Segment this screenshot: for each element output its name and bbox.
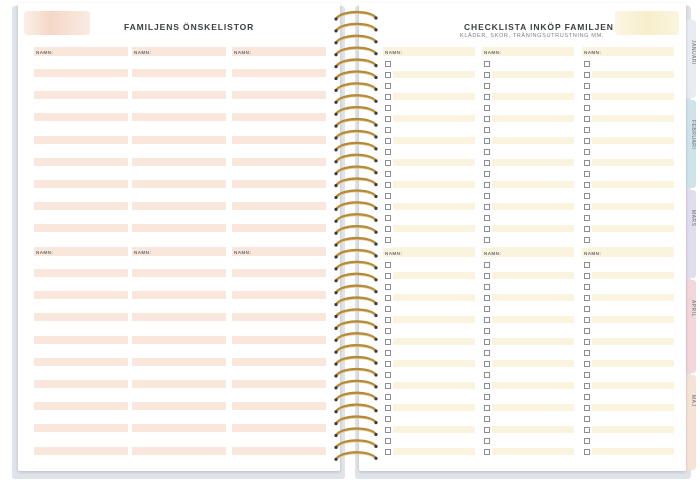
checklist-bottom-item-line[interactable] bbox=[592, 272, 674, 279]
tab-maj[interactable] bbox=[686, 375, 696, 470]
spiral-ring bbox=[334, 155, 377, 163]
checklist-top-checkbox[interactable] bbox=[584, 105, 590, 111]
checklist-top-item-line[interactable] bbox=[492, 71, 574, 78]
checklist-top-item-line[interactable] bbox=[492, 115, 574, 122]
wishlist-bottom-wish-line[interactable] bbox=[232, 447, 326, 455]
wishlist-top-wish-line[interactable] bbox=[34, 113, 128, 121]
spiral-ring bbox=[334, 24, 377, 32]
checklist-bottom-checkbox[interactable] bbox=[385, 350, 391, 356]
checklist-top-checkbox[interactable] bbox=[584, 149, 590, 155]
left-page-title: FAMILJENS ÖNSKELISTOR bbox=[124, 22, 255, 32]
checklist-top-checkbox[interactable] bbox=[385, 193, 391, 199]
checklist-bottom-checkbox[interactable] bbox=[385, 273, 391, 279]
checklist-top-item-line[interactable] bbox=[393, 93, 475, 100]
checklist-top-item-line[interactable] bbox=[592, 159, 674, 166]
wishlist-top-wish-line[interactable] bbox=[34, 136, 128, 144]
wishlist-bottom-wish-line[interactable] bbox=[132, 291, 226, 299]
checklist-bottom-checkbox[interactable] bbox=[484, 394, 490, 400]
wishlist-top-wish-line[interactable] bbox=[232, 136, 326, 144]
spiral-ring bbox=[334, 36, 377, 44]
checklist-bottom-checkbox[interactable] bbox=[584, 394, 590, 400]
wishlist-top-wish-line[interactable] bbox=[132, 202, 226, 210]
spiral-ring bbox=[334, 191, 377, 199]
checklist-bottom-item-line[interactable] bbox=[393, 404, 475, 411]
checklist-top-item-line[interactable] bbox=[592, 225, 674, 232]
checklist-bottom-name-label: NAMN: bbox=[484, 251, 502, 256]
checklist-bottom-item-line[interactable] bbox=[592, 448, 674, 455]
wishlist-top-wish-line[interactable] bbox=[132, 136, 226, 144]
checklist-bottom-checkbox[interactable] bbox=[484, 284, 490, 290]
checklist-top-checkbox[interactable] bbox=[484, 171, 490, 177]
wishlist-bottom-wish-line[interactable] bbox=[34, 291, 128, 299]
wishlist-top-wish-line[interactable] bbox=[34, 180, 128, 188]
checklist-top-checkbox[interactable] bbox=[484, 226, 490, 232]
wishlist-bottom-wish-line[interactable] bbox=[132, 402, 226, 410]
checklist-bottom-checkbox[interactable] bbox=[385, 295, 391, 301]
wishlist-bottom-wish-line[interactable] bbox=[34, 402, 128, 410]
checklist-top-item-line[interactable] bbox=[592, 71, 674, 78]
spiral-ring bbox=[334, 107, 377, 115]
checklist-bottom-checkbox[interactable] bbox=[385, 306, 391, 312]
spiral-ring bbox=[334, 95, 377, 103]
checklist-bottom-checkbox[interactable] bbox=[584, 438, 590, 444]
wishlist-top-wish-line[interactable] bbox=[34, 202, 128, 210]
checklist-bottom-checkbox[interactable] bbox=[385, 284, 391, 290]
checklist-bottom-checkbox[interactable] bbox=[385, 405, 391, 411]
checklist-bottom-item-line[interactable] bbox=[592, 382, 674, 389]
wishlist-bottom-wish-line[interactable] bbox=[132, 336, 226, 344]
checklist-top-checkbox[interactable] bbox=[385, 237, 391, 243]
spiral-ring bbox=[334, 131, 377, 139]
checklist-bottom-item-line[interactable] bbox=[492, 404, 574, 411]
checklist-bottom-item-line[interactable] bbox=[492, 338, 574, 345]
checklist-top-checkbox[interactable] bbox=[584, 127, 590, 133]
checklist-bottom-checkbox[interactable] bbox=[385, 394, 391, 400]
wishlist-top-wish-line[interactable] bbox=[34, 69, 128, 77]
checklist-bottom-checkbox[interactable] bbox=[584, 273, 590, 279]
checklist-top-item-line[interactable] bbox=[393, 137, 475, 144]
checklist-bottom-checkbox[interactable] bbox=[385, 328, 391, 334]
checklist-top-checkbox[interactable] bbox=[385, 116, 391, 122]
left-page-wishlists bbox=[18, 3, 340, 471]
checklist-bottom-item-line[interactable] bbox=[393, 426, 475, 433]
checklist-bottom-item-line[interactable] bbox=[393, 272, 475, 279]
checklist-bottom-item-line[interactable] bbox=[492, 360, 574, 367]
spiral-ring bbox=[334, 72, 377, 80]
wishlist-bottom-name-label: NAMN: bbox=[36, 250, 54, 255]
spiral-ring bbox=[334, 381, 377, 389]
checklist-bottom-item-line[interactable] bbox=[393, 316, 475, 323]
wishlist-top-wish-line[interactable] bbox=[34, 158, 128, 166]
spiral-ring bbox=[334, 345, 377, 353]
spiral-ring bbox=[334, 238, 377, 246]
spiral-ring bbox=[334, 60, 377, 68]
wishlist-top-wish-line[interactable] bbox=[232, 113, 326, 121]
spiral-ring bbox=[334, 298, 377, 306]
checklist-top-item-line[interactable] bbox=[393, 225, 475, 232]
spiral-ring bbox=[334, 214, 377, 222]
spiral-ring bbox=[334, 250, 377, 258]
checklist-bottom-item-line[interactable] bbox=[492, 426, 574, 433]
checklist-top-item-line[interactable] bbox=[393, 71, 475, 78]
wishlist-bottom-wish-line[interactable] bbox=[232, 336, 326, 344]
wishlist-bottom-wish-line[interactable] bbox=[34, 358, 128, 366]
checklist-top-checkbox[interactable] bbox=[484, 138, 490, 144]
checklist-bottom-checkbox[interactable] bbox=[584, 361, 590, 367]
wishlist-bottom-wish-line[interactable] bbox=[34, 424, 128, 432]
tab-januari-label: JANUARI bbox=[690, 40, 696, 65]
wishlist-top-wish-line[interactable] bbox=[34, 91, 128, 99]
checklist-top-item-line[interactable] bbox=[492, 225, 574, 232]
checklist-bottom-checkbox[interactable] bbox=[484, 295, 490, 301]
checklist-bottom-item-line[interactable] bbox=[492, 316, 574, 323]
checklist-bottom-checkbox[interactable] bbox=[484, 306, 490, 312]
checklist-top-checkbox[interactable] bbox=[584, 237, 590, 243]
checklist-top-checkbox[interactable] bbox=[484, 105, 490, 111]
checklist-bottom-checkbox[interactable] bbox=[584, 416, 590, 422]
checklist-top-checkbox[interactable] bbox=[484, 237, 490, 243]
wishlist-bottom-wish-line[interactable] bbox=[232, 291, 326, 299]
wishlist-top-wish-line[interactable] bbox=[132, 224, 226, 232]
checklist-top-checkbox[interactable] bbox=[484, 116, 490, 122]
checklist-top-checkbox[interactable] bbox=[484, 160, 490, 166]
checklist-top-checkbox[interactable] bbox=[584, 226, 590, 232]
wishlist-bottom-wish-line[interactable] bbox=[232, 402, 326, 410]
wishlist-bottom-wish-line[interactable] bbox=[232, 358, 326, 366]
checklist-top-item-line[interactable] bbox=[592, 181, 674, 188]
right-page-title: CHECKLISTA INKÖP FAMILJEN bbox=[464, 22, 614, 32]
checklist-bottom-item-line[interactable] bbox=[492, 382, 574, 389]
spiral-ring bbox=[334, 179, 377, 187]
wishlist-bottom-wish-line[interactable] bbox=[34, 447, 128, 455]
checklist-bottom-checkbox[interactable] bbox=[385, 383, 391, 389]
checklist-top-checkbox[interactable] bbox=[584, 160, 590, 166]
checklist-top-checkbox[interactable] bbox=[385, 226, 391, 232]
checklist-top-item-line[interactable] bbox=[393, 115, 475, 122]
checklist-bottom-item-line[interactable] bbox=[393, 294, 475, 301]
checklist-bottom-item-line[interactable] bbox=[393, 338, 475, 345]
checklist-top-checkbox[interactable] bbox=[385, 105, 391, 111]
checklist-bottom-checkbox[interactable] bbox=[484, 339, 490, 345]
checklist-bottom-item-line[interactable] bbox=[592, 404, 674, 411]
checklist-bottom-checkbox[interactable] bbox=[385, 438, 391, 444]
wishlist-top-wish-line[interactable] bbox=[132, 113, 226, 121]
checklist-bottom-checkbox[interactable] bbox=[484, 273, 490, 279]
spiral-ring bbox=[334, 274, 377, 282]
checklist-top-item-line[interactable] bbox=[592, 203, 674, 210]
wishlist-top-wish-line[interactable] bbox=[232, 91, 326, 99]
wishlist-bottom-wish-line[interactable] bbox=[232, 313, 326, 321]
tab-maj-label: MAJ bbox=[690, 395, 696, 407]
checklist-bottom-checkbox[interactable] bbox=[584, 317, 590, 323]
checklist-bottom-item-line[interactable] bbox=[393, 382, 475, 389]
spiral-ring bbox=[334, 333, 377, 341]
checklist-bottom-name-label: NAMN: bbox=[385, 251, 403, 256]
checklist-top-checkbox[interactable] bbox=[385, 182, 391, 188]
wishlist-top-name-label: NAMN: bbox=[234, 50, 252, 55]
checklist-top-checkbox[interactable] bbox=[584, 171, 590, 177]
checklist-bottom-checkbox[interactable] bbox=[385, 339, 391, 345]
wishlist-top-wish-line[interactable] bbox=[232, 224, 326, 232]
checklist-top-checkbox[interactable] bbox=[385, 160, 391, 166]
wishlist-top-wish-line[interactable] bbox=[132, 158, 226, 166]
checklist-top-checkbox[interactable] bbox=[584, 94, 590, 100]
checklist-bottom-checkbox[interactable] bbox=[584, 328, 590, 334]
checklist-bottom-item-line[interactable] bbox=[492, 294, 574, 301]
spiral-ring bbox=[334, 226, 377, 234]
wishlist-top-wish-line[interactable] bbox=[232, 202, 326, 210]
checklist-bottom-checkbox[interactable] bbox=[584, 383, 590, 389]
checklist-bottom-checkbox[interactable] bbox=[385, 372, 391, 378]
checklist-bottom-item-line[interactable] bbox=[393, 360, 475, 367]
checklist-top-checkbox[interactable] bbox=[484, 94, 490, 100]
checklist-bottom-checkbox[interactable] bbox=[484, 372, 490, 378]
wishlist-bottom-wish-line[interactable] bbox=[132, 447, 226, 455]
wishlist-bottom-wish-line[interactable] bbox=[132, 424, 226, 432]
wishlist-bottom-wish-line[interactable] bbox=[34, 313, 128, 321]
wishlist-top-wish-line[interactable] bbox=[34, 224, 128, 232]
checklist-bottom-checkbox[interactable] bbox=[584, 339, 590, 345]
checklist-bottom-item-line[interactable] bbox=[492, 272, 574, 279]
checklist-top-checkbox[interactable] bbox=[484, 149, 490, 155]
checklist-bottom-checkbox[interactable] bbox=[484, 361, 490, 367]
checklist-top-item-line[interactable] bbox=[492, 159, 574, 166]
checklist-top-checkbox[interactable] bbox=[484, 127, 490, 133]
checklist-top-checkbox[interactable] bbox=[584, 61, 590, 67]
right-page-checklist bbox=[359, 3, 686, 471]
checklist-top-checkbox[interactable] bbox=[385, 61, 391, 67]
checklist-top-checkbox[interactable] bbox=[584, 72, 590, 78]
checklist-top-name-label: NAMN: bbox=[484, 50, 502, 55]
checklist-top-name-label: NAMN: bbox=[385, 50, 403, 55]
checklist-top-item-line[interactable] bbox=[592, 93, 674, 100]
spiral-ring bbox=[334, 357, 377, 365]
spiral-ring bbox=[334, 405, 377, 413]
wishlist-bottom-name-label: NAMN: bbox=[234, 250, 252, 255]
wishlist-top-wish-line[interactable] bbox=[232, 158, 326, 166]
checklist-bottom-item-line[interactable] bbox=[592, 338, 674, 345]
checklist-bottom-checkbox[interactable] bbox=[385, 262, 391, 268]
checklist-bottom-item-line[interactable] bbox=[492, 448, 574, 455]
checklist-bottom-checkbox[interactable] bbox=[584, 295, 590, 301]
spiral-binding bbox=[328, 0, 384, 489]
checklist-top-checkbox[interactable] bbox=[484, 83, 490, 89]
checklist-top-item-line[interactable] bbox=[393, 203, 475, 210]
checklist-bottom-checkbox[interactable] bbox=[385, 361, 391, 367]
spiral-ring bbox=[334, 393, 377, 401]
checklist-top-checkbox[interactable] bbox=[385, 204, 391, 210]
watercolor-swatch-left bbox=[24, 11, 90, 35]
tab-april[interactable] bbox=[686, 280, 696, 373]
checklist-bottom-checkbox[interactable] bbox=[484, 438, 490, 444]
checklist-bottom-checkbox[interactable] bbox=[385, 449, 391, 455]
spiral-ring bbox=[334, 429, 377, 437]
checklist-top-item-line[interactable] bbox=[492, 137, 574, 144]
checklist-bottom-checkbox[interactable] bbox=[484, 328, 490, 334]
spiral-ring bbox=[334, 417, 377, 425]
month-tabs bbox=[686, 10, 696, 470]
checklist-top-checkbox[interactable] bbox=[584, 193, 590, 199]
checklist-top-checkbox[interactable] bbox=[385, 72, 391, 78]
spiral-ring bbox=[334, 310, 377, 318]
checklist-top-checkbox[interactable] bbox=[385, 138, 391, 144]
checklist-bottom-checkbox[interactable] bbox=[484, 317, 490, 323]
checklist-bottom-item-line[interactable] bbox=[592, 294, 674, 301]
checklist-bottom-checkbox[interactable] bbox=[484, 427, 490, 433]
wishlist-bottom-wish-line[interactable] bbox=[132, 269, 226, 277]
checklist-top-checkbox[interactable] bbox=[584, 138, 590, 144]
wishlist-top-wish-line[interactable] bbox=[232, 69, 326, 77]
spiral-ring bbox=[334, 12, 377, 20]
checklist-bottom-item-line[interactable] bbox=[592, 316, 674, 323]
spiral-ring bbox=[334, 369, 377, 377]
checklist-top-checkbox[interactable] bbox=[584, 215, 590, 221]
checklist-top-checkbox[interactable] bbox=[385, 215, 391, 221]
wishlist-bottom-wish-line[interactable] bbox=[132, 313, 226, 321]
checklist-top-checkbox[interactable] bbox=[385, 83, 391, 89]
checklist-bottom-checkbox[interactable] bbox=[584, 262, 590, 268]
checklist-bottom-checkbox[interactable] bbox=[584, 372, 590, 378]
checklist-bottom-checkbox[interactable] bbox=[484, 383, 490, 389]
checklist-top-checkbox[interactable] bbox=[584, 204, 590, 210]
tab-januari[interactable] bbox=[686, 20, 696, 98]
tab-april-label: APRIL bbox=[690, 300, 696, 317]
checklist-bottom-checkbox[interactable] bbox=[584, 405, 590, 411]
wishlist-bottom-wish-line[interactable] bbox=[232, 380, 326, 388]
spiral-ring bbox=[334, 119, 377, 127]
wishlist-top-wish-line[interactable] bbox=[232, 180, 326, 188]
checklist-top-item-line[interactable] bbox=[393, 159, 475, 166]
checklist-bottom-checkbox[interactable] bbox=[385, 317, 391, 323]
checklist-top-checkbox[interactable] bbox=[385, 127, 391, 133]
watercolor-swatch-right bbox=[615, 11, 679, 35]
checklist-bottom-item-line[interactable] bbox=[592, 426, 674, 433]
spiral-ring bbox=[334, 203, 377, 211]
wishlist-top-wish-line[interactable] bbox=[132, 180, 226, 188]
checklist-bottom-checkbox[interactable] bbox=[484, 405, 490, 411]
checklist-bottom-checkbox[interactable] bbox=[385, 416, 391, 422]
spiral-ring bbox=[334, 441, 377, 449]
wishlist-top-wish-line[interactable] bbox=[132, 91, 226, 99]
checklist-bottom-item-line[interactable] bbox=[393, 448, 475, 455]
checklist-top-checkbox[interactable] bbox=[584, 116, 590, 122]
checklist-top-checkbox[interactable] bbox=[484, 61, 490, 67]
checklist-top-item-line[interactable] bbox=[492, 93, 574, 100]
checklist-top-checkbox[interactable] bbox=[385, 171, 391, 177]
checklist-top-name-label: NAMN: bbox=[584, 50, 602, 55]
right-page-subtitle: KLÄDER, SKOR, TRÄNINGSUTRUSTNING MM. bbox=[460, 33, 604, 39]
checklist-bottom-checkbox[interactable] bbox=[484, 350, 490, 356]
wishlist-bottom-wish-line[interactable] bbox=[132, 380, 226, 388]
checklist-top-checkbox[interactable] bbox=[484, 204, 490, 210]
tab-februari[interactable] bbox=[686, 100, 696, 188]
tab-februari-label: FEBRUARI bbox=[690, 120, 696, 150]
checklist-bottom-checkbox[interactable] bbox=[385, 427, 391, 433]
spiral-ring bbox=[334, 452, 377, 460]
checklist-top-item-line[interactable] bbox=[492, 203, 574, 210]
checklist-bottom-checkbox[interactable] bbox=[584, 427, 590, 433]
checklist-top-checkbox[interactable] bbox=[484, 215, 490, 221]
checklist-bottom-item-line[interactable] bbox=[592, 360, 674, 367]
wishlist-bottom-wish-line[interactable] bbox=[34, 269, 128, 277]
checklist-top-item-line[interactable] bbox=[393, 181, 475, 188]
spiral-ring bbox=[334, 84, 377, 92]
spiral-ring bbox=[334, 286, 377, 294]
checklist-top-item-line[interactable] bbox=[492, 181, 574, 188]
wishlist-top-name-label: NAMN: bbox=[134, 50, 152, 55]
checklist-bottom-checkbox[interactable] bbox=[584, 449, 590, 455]
checklist-bottom-checkbox[interactable] bbox=[584, 350, 590, 356]
checklist-top-checkbox[interactable] bbox=[385, 149, 391, 155]
checklist-bottom-checkbox[interactable] bbox=[584, 284, 590, 290]
spiral-ring bbox=[334, 143, 377, 151]
wishlist-top-name-label: NAMN: bbox=[36, 50, 54, 55]
wishlist-bottom-wish-line[interactable] bbox=[232, 269, 326, 277]
wishlist-bottom-wish-line[interactable] bbox=[132, 358, 226, 366]
wishlist-bottom-name-label: NAMN: bbox=[134, 250, 152, 255]
checklist-bottom-checkbox[interactable] bbox=[584, 306, 590, 312]
wishlist-top-wish-line[interactable] bbox=[132, 69, 226, 77]
checklist-bottom-checkbox[interactable] bbox=[484, 416, 490, 422]
tab-mars[interactable] bbox=[686, 190, 696, 278]
checklist-top-checkbox[interactable] bbox=[584, 182, 590, 188]
checklist-bottom-checkbox[interactable] bbox=[484, 262, 490, 268]
wishlist-bottom-wish-line[interactable] bbox=[34, 336, 128, 344]
checklist-top-checkbox[interactable] bbox=[484, 193, 490, 199]
spiral-ring bbox=[334, 322, 377, 330]
checklist-top-checkbox[interactable] bbox=[385, 94, 391, 100]
checklist-top-checkbox[interactable] bbox=[484, 182, 490, 188]
wishlist-bottom-wish-line[interactable] bbox=[232, 424, 326, 432]
spiral-ring bbox=[334, 48, 377, 56]
spiral-ring bbox=[334, 167, 377, 175]
checklist-bottom-name-label: NAMN: bbox=[584, 251, 602, 256]
checklist-top-checkbox[interactable] bbox=[484, 72, 490, 78]
checklist-bottom-checkbox[interactable] bbox=[484, 449, 490, 455]
checklist-top-checkbox[interactable] bbox=[584, 83, 590, 89]
checklist-top-item-line[interactable] bbox=[592, 115, 674, 122]
wishlist-bottom-wish-line[interactable] bbox=[34, 380, 128, 388]
spiral-ring bbox=[334, 262, 377, 270]
checklist-top-item-line[interactable] bbox=[592, 137, 674, 144]
tab-mars-label: MARS bbox=[690, 210, 696, 227]
